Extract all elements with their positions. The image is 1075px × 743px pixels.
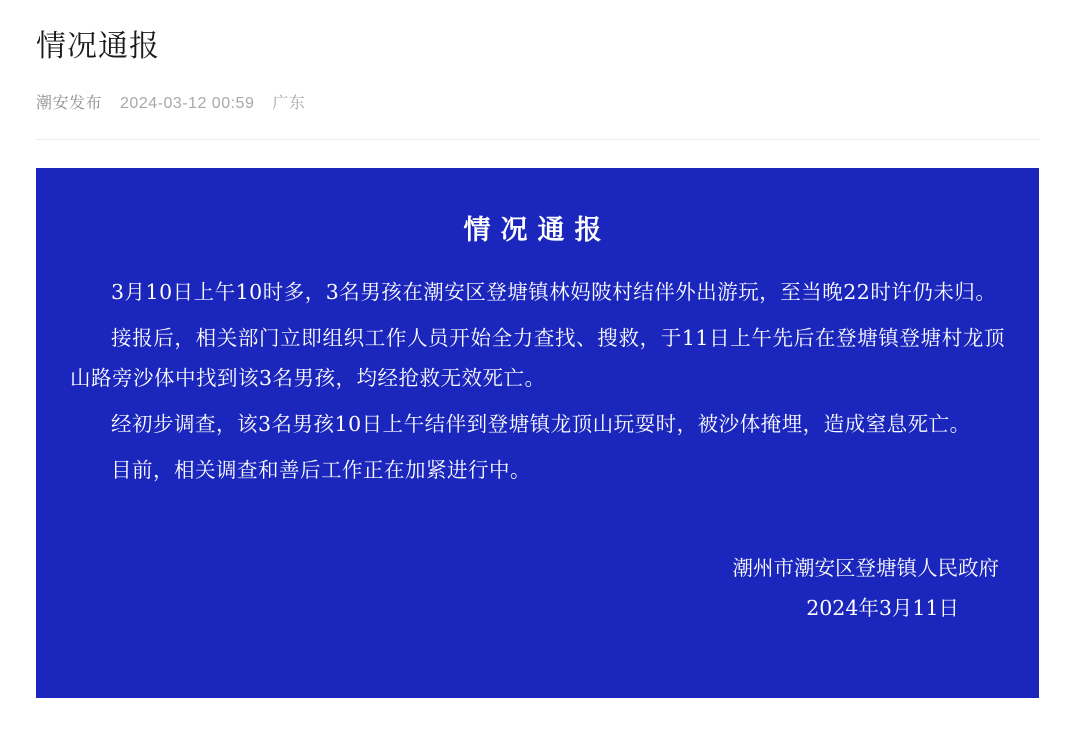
notice-heading: 情况通报 bbox=[463, 215, 612, 246]
notice-container bbox=[0, 140, 1075, 698]
signature-date: 2024年3月11日 bbox=[806, 595, 959, 620]
article-header bbox=[0, 0, 1075, 140]
notice-paragraph: 目前，相关调查和善后工作正在加紧进行中。 bbox=[111, 457, 531, 482]
meta-source[interactable]: 潮安发布 bbox=[36, 95, 103, 112]
article-meta bbox=[36, 90, 1039, 113]
notice-paragraph: 3月10日上午10时多，3名男孩在潮安区登塘镇林妈陂村结伴外出游玩，至当晚22时许仍未归。 bbox=[111, 280, 997, 304]
meta-timestamp: 2024-03-12 00:59 bbox=[120, 95, 255, 112]
notice-body bbox=[70, 273, 1005, 491]
signature-organization: 潮州市潮安区登塘镇人民政府 bbox=[732, 555, 999, 580]
notice-paragraph: 经初步调查，该3名男孩10日上午结伴到登塘镇龙顶山玩耍时，被沙体掩埋，造成窒息死亡。 bbox=[111, 411, 971, 436]
page-title: 情况通报 bbox=[36, 30, 160, 63]
meta-location: 广东 bbox=[272, 95, 306, 112]
notice-paragraph: 接报后，相关部门立即组织工作人员开始全力查找、搜救，于11日上午先后在登塘镇登塘村龙顶山路旁沙体中找到该3名男孩，均经抢救无效死亡。 bbox=[70, 325, 1005, 390]
notice-signature bbox=[70, 549, 1005, 629]
notice-card bbox=[36, 168, 1039, 698]
